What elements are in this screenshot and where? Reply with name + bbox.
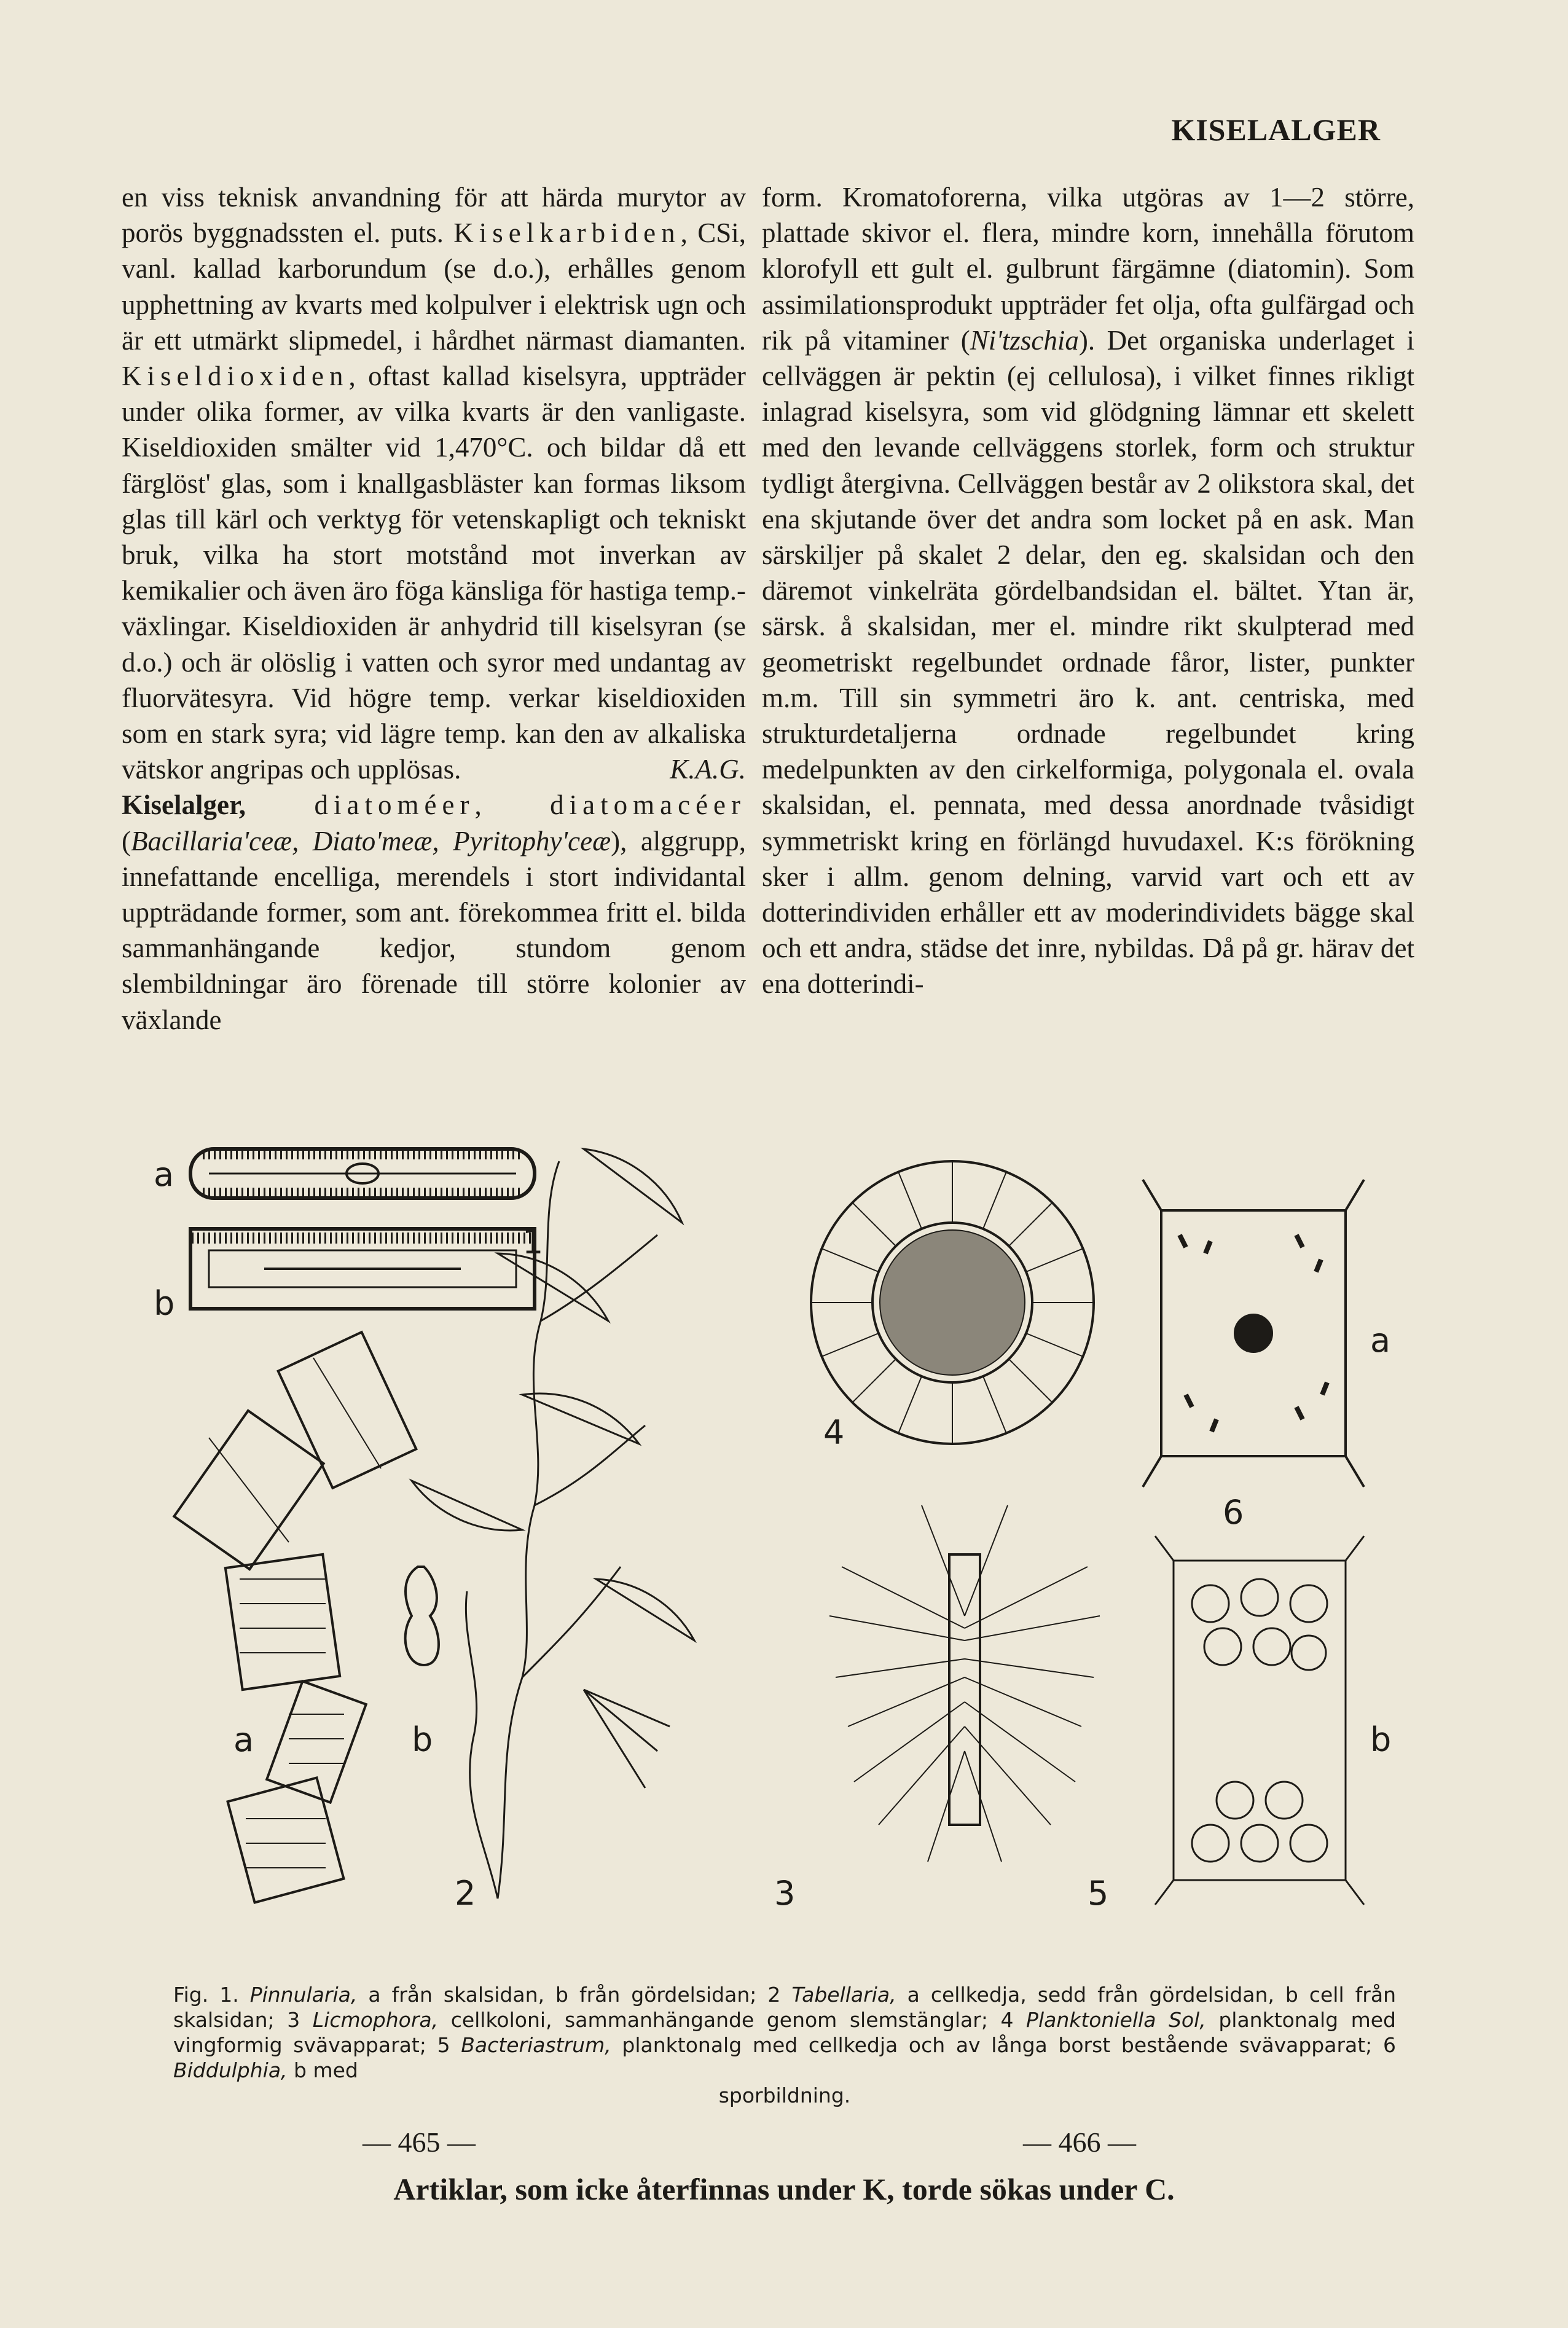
- biddulphia-cell-drawing: [1143, 1180, 1364, 1487]
- planktoniella-drawing: [811, 1161, 1094, 1444]
- label-2: 2: [455, 1874, 476, 1913]
- text: sporbildning.: [718, 2083, 851, 2107]
- text: planktonalg med vingformig svävapparat; 5: [173, 2008, 1397, 2057]
- latin-name: Bacillaria'ceæ,: [131, 825, 299, 856]
- text: , oftast kallad kiselsyra, uppträder under olika former, av vilka kvarts är den vanligaste. Kiseldioxiden smälter vid 1,470°C. och bildar då ett färglöst' glas, som i knallgasbläster kan formas liksom glas till kärl och verktyg för vetenskapligt och tekniskt bruk, vilka ha stort motstånd mot inverkan av kemikalier och även äro föga känsliga för hastiga temp.-växlingar. Kiseldioxiden är anhydrid till kiselsyran (se d.o.) och är olöslig i vatten och syror med undantag av fluorvätesyra. Vid högre temp. verkar kiseldioxiden som en stark syra; vid lägre temp. kan den av alkaliska vätskor angripas och upplösas.: [122, 361, 746, 785]
- pinnularia-girdle-drawing: [190, 1229, 535, 1309]
- text: planktonalg med cellkedja och av långa borst bestående svävapparat; 6: [622, 2033, 1396, 2057]
- genus-name: Bacteriastrum,: [461, 2033, 611, 2057]
- term-kiseldioxiden: Kiseldioxiden: [122, 361, 349, 392]
- pinnularia-valve-drawing: [190, 1149, 535, 1198]
- page-number-right: — 466 —: [1023, 2126, 1136, 2158]
- term-kiselkarbiden: Kiselkarbiden: [453, 218, 681, 249]
- page-number-left: — 465 —: [363, 2126, 476, 2158]
- label-1a: a: [154, 1155, 174, 1194]
- footer-note: Artiklar, som icke återfinnas under K, torde sökas under C.: [393, 2172, 1175, 2206]
- synonym-diatomeer: diatoméer: [314, 790, 475, 821]
- synonym-diatomaceer: diatomacéer: [550, 790, 746, 821]
- running-header: KISELALGER: [1171, 112, 1381, 147]
- latin-name: Ni'tzschia: [970, 324, 1079, 356]
- figure-caption: [173, 1982, 1396, 2108]
- left-column: [122, 179, 746, 1038]
- paren: ),: [611, 825, 627, 856]
- genus-name: Tabellaria,: [791, 1983, 896, 2007]
- label-6a: a: [1370, 1321, 1391, 1360]
- diatom-figure: [154, 1137, 1419, 1935]
- label-2b: b: [412, 1720, 433, 1759]
- text: , CSi, vanl. kallad karborundum (se d.o.), erhålles genom upphettning av kvarts med kolpulver i elektrisk ugn och är ett utmärkt slipmedel, i hårdhet närmast diamanten.: [122, 218, 746, 356]
- author-signature: K.A.G.: [670, 754, 746, 785]
- licmophora-colony-drawing: [412, 1149, 694, 1899]
- text: a cellkedja, sedd från gördelsidan, b cell från skalsidan; 3: [173, 1983, 1396, 2032]
- label-5: 5: [1088, 1874, 1109, 1913]
- label-1b: b: [154, 1284, 175, 1323]
- genus-name: Licmophora,: [312, 2008, 439, 2032]
- paragraph-kiselalger: [122, 787, 746, 1037]
- text: Fig. 1.: [173, 1983, 239, 2007]
- tabellaria-chain-drawing: [174, 1332, 439, 1902]
- label-6b: b: [1370, 1720, 1392, 1759]
- paren: (: [122, 825, 131, 856]
- text: b med: [294, 2058, 358, 2082]
- label-2a: a: [233, 1720, 254, 1759]
- biddulphia-spores-drawing: [1155, 1536, 1364, 1905]
- text: cellkoloni, sammanhängande genom slemstänglar; 4: [450, 2008, 1014, 2032]
- label-4: 4: [823, 1413, 845, 1452]
- genus-name: Biddulphia,: [173, 2058, 288, 2082]
- bacteriastrum-drawing: [829, 1505, 1100, 1862]
- genus-name: Pinnularia,: [249, 1983, 358, 2007]
- right-column: [762, 179, 1414, 1002]
- headword: Kiselalger,: [122, 790, 246, 821]
- text: a från skalsidan, b från gördelsidan; 2: [368, 1983, 781, 2007]
- label-6: 6: [1223, 1493, 1244, 1532]
- separator: ,: [474, 790, 482, 821]
- label-3: 3: [774, 1874, 796, 1913]
- text: alggrupp, innefattande encelliga, merendels i stort individantal uppträdande former, som ant. förekommea fritt el. bilda sammanhängande kedjor, stundom genom slembildningar äro förenade till större kolonier av växlande: [122, 825, 747, 1035]
- text: ). Det organiska underlaget i cellväggen är pektin (ej cellulosa), i vilket finnes rikligt inlagrad kiselsyra, som vid glödgning lämnar ett skelett med den levande cellväggens storlek, form och struktur tydligt återgivna. Cellväggen består av 2 olikstora skal, det ena skjutande över det andra som locket på en ask. Man särskiljer på skalet 2 delar, den eg. skalsidan och den däremot vinkelräta gördelbandsidan el. bältet. Ytan är, särsk. å skalsidan, mer el. mindre rikt skulpterad med geometriskt regelbundet ordnade fåror, lister, punkter m.m. Till sin symmetri äro k. ant. centriska, med strukturdetaljerna ordnade regelbundet kring medelpunkten av den cirkelformiga, polygonala el. ovala skalsidan, el. pennata, med dessa anordnade tvåsidigt symmetriskt kring en förlängd huvudaxel. K:s förökning sker i allm. genom delning, varvid vart och ett av dotterindividen erhåller ett av moderindividets bägge skal och ett andra, städse det inre, nybildas. Då på gr. härav det ena dotterindi-: [762, 324, 1414, 1000]
- latin-name: Pyritophy'ceæ: [453, 825, 611, 856]
- latin-name: Diato'meæ,: [312, 825, 439, 856]
- paragraph-kiselkarbid: [122, 179, 746, 787]
- genus-name: Planktoniella Sol,: [1026, 2008, 1206, 2032]
- label-1: 1: [522, 1223, 544, 1261]
- text: en viss teknisk anvandning för att härda murytor av porös byggnadssten el. puts.: [122, 182, 746, 249]
- text: form. Kromatoforerna, vilka utgöras av 1—2 större, plattade skivor el. flera, mindre korn, innehålla förutom klorofyll ett gult el. gulbrunt färgämne (diatomin). Som assimilationsprodukt uppträder fet olja, ofta gulfärgad och rik på vitaminer (: [762, 182, 1414, 356]
- paragraph-continued: [762, 179, 1414, 1002]
